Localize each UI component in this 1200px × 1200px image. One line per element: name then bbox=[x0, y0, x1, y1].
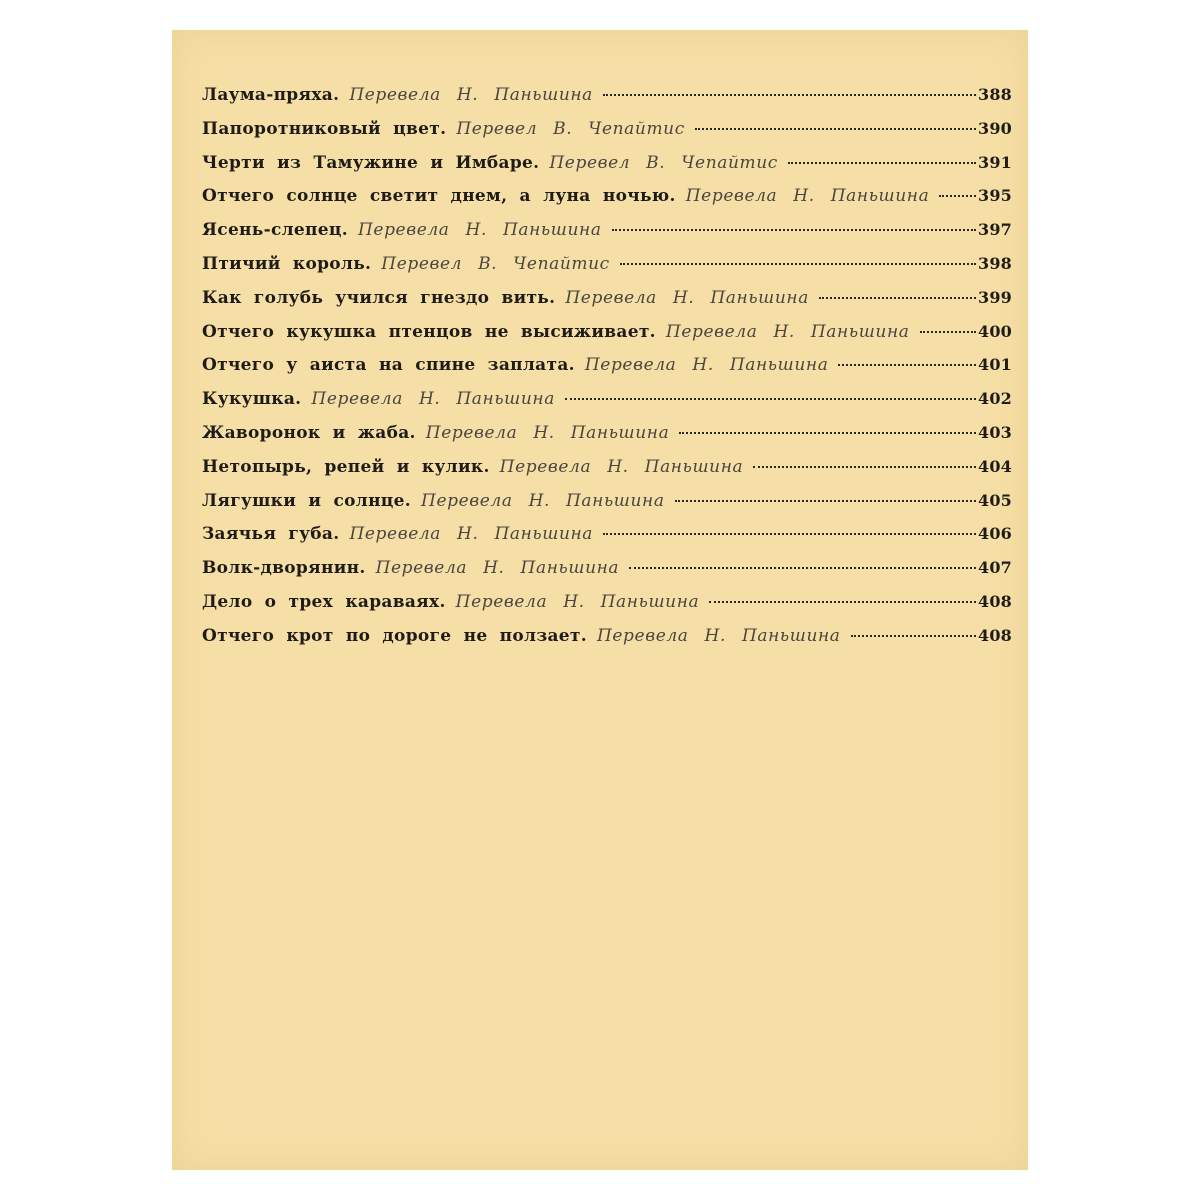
entry-translator: Перевела Н. Паньшина bbox=[584, 355, 829, 376]
toc-entry bbox=[202, 457, 1012, 491]
toc-entry bbox=[202, 389, 1012, 423]
dot-leader bbox=[695, 128, 976, 130]
toc-entry bbox=[202, 592, 1012, 626]
entry-translator: Перевел В. Чепайтис bbox=[381, 253, 610, 274]
entry-title: Отчего у аиста на спине заплата. bbox=[202, 355, 575, 376]
entry-page-number: 408 bbox=[978, 591, 1012, 611]
entry-title: Лаума-пряха. bbox=[202, 85, 340, 105]
entry-page-number: 390 bbox=[978, 118, 1012, 138]
entry-title: Как голубь учился гнездо вить. bbox=[202, 287, 556, 308]
entry-page-number: 398 bbox=[978, 253, 1012, 273]
toc-entry bbox=[202, 491, 1012, 525]
entry-translator: Перевела Н. Паньшина bbox=[596, 625, 841, 646]
entry-translator: Перевела Н. Паньшина bbox=[685, 186, 930, 207]
dot-leader bbox=[603, 533, 976, 535]
entry-page-number: 388 bbox=[978, 85, 1012, 104]
entry-title: Папоротниковый цвет. bbox=[202, 118, 447, 139]
dot-leader bbox=[675, 500, 976, 502]
entry-page-number: 397 bbox=[978, 220, 1012, 240]
entry-page-number: 403 bbox=[978, 422, 1012, 442]
entry-translator: Перевел В. Чепайтис bbox=[549, 152, 778, 173]
dot-leader bbox=[620, 263, 976, 265]
entry-title: Отчего солнце светит днем, а луна ночью. bbox=[202, 186, 676, 207]
entry-translator: Перевела Н. Паньшина bbox=[565, 287, 809, 308]
entry-page-number: 407 bbox=[978, 558, 1012, 578]
entry-page-number: 406 bbox=[978, 524, 1012, 544]
toc-entry bbox=[202, 558, 1012, 592]
entry-title: Нетопырь, репей и кулик. bbox=[202, 456, 490, 477]
entry-translator: Перевела Н. Паньшина bbox=[349, 85, 593, 105]
dot-leader bbox=[753, 466, 976, 468]
entry-title: Отчего кукушка птенцов не высиживает. bbox=[202, 321, 656, 342]
entry-title: Лягушки и солнце. bbox=[202, 490, 412, 511]
entry-page-number: 399 bbox=[978, 287, 1012, 307]
entry-translator: Перевела Н. Паньшина bbox=[455, 591, 700, 612]
dot-leader bbox=[851, 635, 976, 637]
entry-title: Волк-дворянин. bbox=[202, 558, 366, 579]
entry-translator: Перевела Н. Паньшина bbox=[357, 220, 602, 241]
dot-leader bbox=[679, 432, 976, 434]
dot-leader bbox=[838, 364, 976, 366]
entry-page-number: 391 bbox=[978, 152, 1012, 172]
dot-leader bbox=[920, 331, 977, 333]
entry-page-number: 404 bbox=[978, 456, 1012, 476]
entry-page-number: 408 bbox=[978, 625, 1012, 645]
toc-entry bbox=[202, 288, 1012, 322]
dot-leader bbox=[612, 229, 976, 231]
entry-page-number: 401 bbox=[978, 355, 1012, 375]
toc-entry bbox=[202, 153, 1012, 187]
entry-translator: Перевела Н. Паньшина bbox=[499, 456, 744, 477]
entry-title: Отчего крот по дороге не ползает. bbox=[202, 625, 587, 646]
entry-translator: Перевела Н. Паньшина bbox=[665, 321, 910, 342]
toc-entry bbox=[202, 626, 1012, 660]
entry-page-number: 405 bbox=[978, 490, 1012, 510]
dot-leader bbox=[788, 162, 976, 164]
entry-page-number: 402 bbox=[978, 389, 1012, 409]
entry-translator: Перевела Н. Паньшина bbox=[311, 389, 555, 410]
entry-title: Дело о трех караваях. bbox=[202, 591, 446, 612]
toc-entry bbox=[202, 119, 1012, 153]
toc-entry bbox=[202, 524, 1012, 558]
toc-entry bbox=[202, 254, 1012, 288]
entry-translator: Перевела Н. Паньшина bbox=[425, 422, 670, 443]
entry-page-number: 395 bbox=[978, 186, 1012, 206]
toc-entry bbox=[202, 423, 1012, 457]
entry-title: Птичий король. bbox=[202, 253, 372, 274]
entry-title: Ясень-слепец. bbox=[202, 220, 348, 241]
entry-title: Заячья губа. bbox=[202, 524, 340, 545]
entry-translator: Перевела Н. Паньшина bbox=[421, 490, 665, 511]
entry-translator: Перевела Н. Паньшина bbox=[375, 558, 620, 579]
dot-leader bbox=[939, 195, 976, 197]
toc-entry bbox=[202, 85, 1012, 119]
entry-translator: Перевела Н. Паньшина bbox=[349, 524, 594, 545]
toc-entry bbox=[202, 186, 1012, 220]
entry-page-number: 400 bbox=[978, 321, 1012, 341]
dot-leader bbox=[565, 398, 976, 400]
dot-leader bbox=[629, 567, 976, 569]
entry-translator: Перевел В. Чепайтис bbox=[456, 118, 685, 139]
dot-leader bbox=[709, 601, 976, 603]
entry-title: Жаворонок и жаба. bbox=[202, 422, 416, 443]
toc-entry bbox=[202, 220, 1012, 254]
table-of-contents bbox=[202, 85, 1012, 660]
dot-leader bbox=[819, 297, 976, 299]
toc-entry bbox=[202, 322, 1012, 356]
entry-title: Черти из Тамужине и Имбаре. bbox=[202, 152, 540, 173]
dot-leader bbox=[603, 94, 976, 96]
toc-entry bbox=[202, 355, 1012, 389]
entry-title: Кукушка. bbox=[202, 389, 302, 410]
book-page bbox=[172, 30, 1028, 1170]
